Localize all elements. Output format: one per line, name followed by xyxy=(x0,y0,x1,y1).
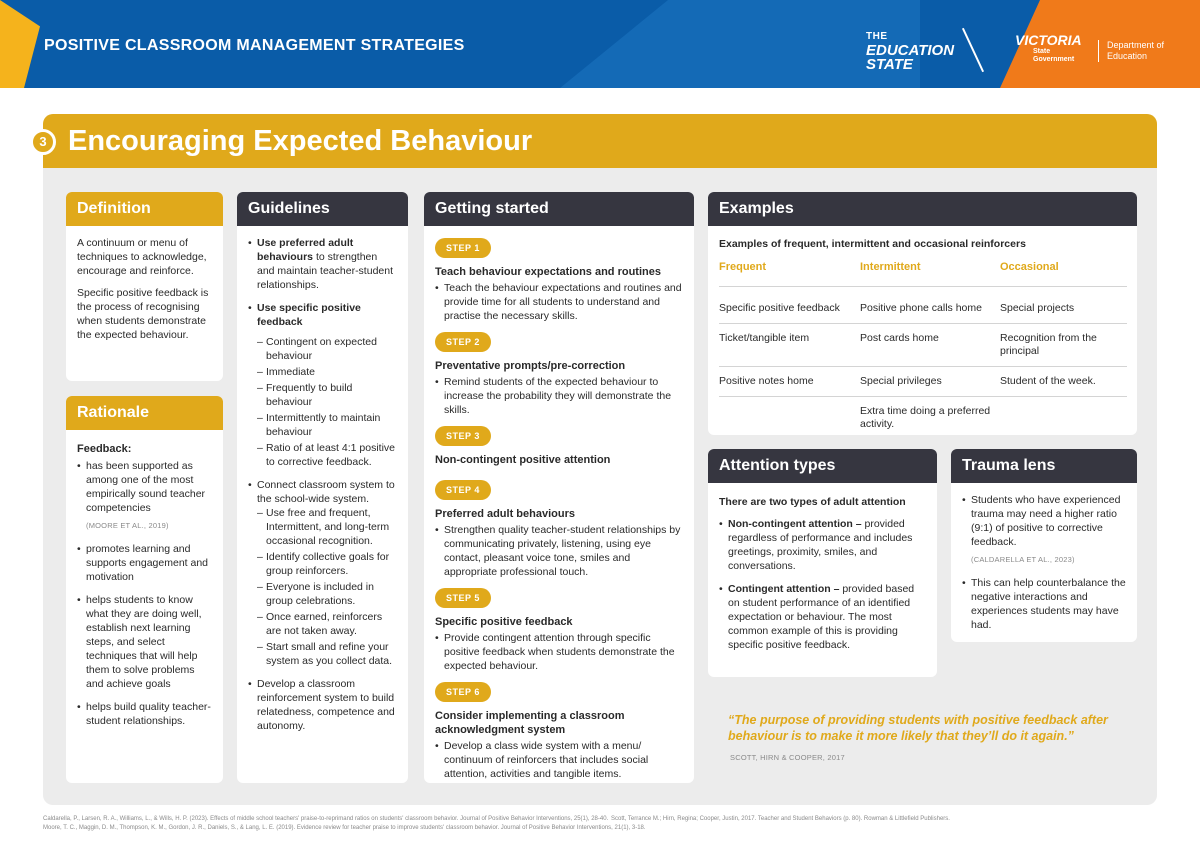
list-item: • Use specific positive feedback – Contingent on expected behaviour – Immediate – Frequently to build behaviour – Intermittently to maintain behaviour – Ratio of at least 4:1 positive to corrective feedback. xyxy=(248,301,397,469)
list-item: • Use preferred adult behaviours to strengthen and maintain teacher-student relationships. xyxy=(248,236,397,292)
table-cell: Special privileges xyxy=(860,367,1000,397)
rationale-heading: Rationale xyxy=(66,396,223,430)
list-item: • promotes learning and supports engagement and motivation xyxy=(77,542,212,584)
table-cell: Student of the week. xyxy=(1000,367,1127,397)
list-item: – Ratio of at least 4:1 positive to corrective feedback. xyxy=(257,441,397,469)
victoria-government: Government xyxy=(1033,56,1075,63)
list-item: • Students who have experienced trauma may need a higher ratio (9:1) of positive to corrective feedback. (CALDARELLA ET AL., 2023) xyxy=(962,493,1126,567)
list-item: – Intermittently to maintain behaviour xyxy=(257,411,397,439)
trauma-lens-card xyxy=(951,449,1137,642)
step-badge: STEP 2 xyxy=(435,332,491,352)
list-item: • Non-contingent attention – provided regardless of performance and includes greetings, proximity, smiles, and conversations. xyxy=(719,517,926,573)
table-cell: Post cards home xyxy=(860,324,1000,367)
list-item: – Use free and frequent, Intermittent, and long-term occasional recognition. xyxy=(257,506,397,548)
attention-types-heading: Attention types xyxy=(708,449,937,483)
guidelines-card xyxy=(237,192,408,783)
examples-heading: Examples xyxy=(708,192,1137,226)
reference-item: Scott, Terrance M.; Hirn, Regina; Cooper, Justin, 2017. Teacher and Student Behaviors (p. 80). Rowman & Littlefield Publishers. xyxy=(611,816,950,822)
column-header: Occasional xyxy=(1000,260,1127,287)
list-item: • Contingent attention – provided based on student performance of an identified expectation or behaviour. The most common example of this is providing specific positive feedback. xyxy=(719,582,926,652)
step-1 xyxy=(435,238,683,323)
examples-subtitle: Examples of frequent, intermittent and occasional reinforcers xyxy=(719,238,1026,250)
definition-heading: Definition xyxy=(66,192,223,226)
step-title: Preventative prompts/pre-correction xyxy=(435,360,626,372)
list-item: • has been supported as among one of the most empirically sound teacher competencies (MOORE ET AL., 2019) xyxy=(77,459,212,533)
section-title: Encouraging Expected Behaviour xyxy=(68,125,533,157)
list-item: • helps build quality teacher-student relationships. xyxy=(77,700,212,728)
list-item: • Teach the behaviour expectations and routines and provide time for all students to understand and practise the necessary skills. xyxy=(435,281,683,323)
header-accent-yellow xyxy=(0,0,40,88)
rationale-card xyxy=(66,396,223,783)
quote-text: “The purpose of providing students with positive feedback after behaviour is to make it more likely that they’ll do it again.” xyxy=(728,713,1108,743)
trauma-citation: (CALDARELLA ET AL., 2023) xyxy=(971,555,1075,564)
step-2 xyxy=(435,332,683,417)
table-cell xyxy=(1000,397,1127,439)
table-cell: Positive phone calls home xyxy=(860,287,1000,324)
attention-types-card xyxy=(708,449,937,677)
step-title: Preferred adult behaviours xyxy=(435,508,575,520)
definition-card xyxy=(66,192,223,381)
reinforcers-table xyxy=(719,260,1126,439)
list-item: – Contingent on expected behaviour xyxy=(257,335,397,363)
list-item: • Provide contingent attention through specific positive feedback when students demonstrate the expected behaviour. xyxy=(435,631,683,673)
list-item: • Develop a classroom reinforcement system to build relatedness, competence and autonomy. xyxy=(248,677,397,733)
education-state-logo xyxy=(866,30,954,72)
table-cell: Positive notes home xyxy=(719,367,860,397)
logo-the: THE xyxy=(866,31,888,42)
step-badge: STEP 1 xyxy=(435,238,491,258)
quote-citation: SCOTT, HIRN & COOPER, 2017 xyxy=(730,753,845,762)
reference-item: Caldarella, P., Larsen, R. A., Williams, L., & Wills, H. P. (2023). Effects of middle school teachers' praise-to-reprimand ratios on students' classroom behavior. Journal of Positive Behavior Interventions, 25(1), 28-40. xyxy=(43,816,609,822)
step-5 xyxy=(435,588,683,673)
list-item: – Immediate xyxy=(257,365,397,379)
victoria-name: VICTORIA xyxy=(1015,32,1082,48)
step-title: Specific positive feedback xyxy=(435,616,573,628)
list-item: – Start small and refine your system as you collect data. xyxy=(257,640,397,668)
step-3 xyxy=(435,426,683,467)
getting-started-card xyxy=(424,192,694,783)
victoria-logo xyxy=(1015,32,1082,64)
list-item: • Strengthen quality teacher-student relationships by communicating privately, listening, using eye contact, pleasant voice tone, smiles and appropriate professional touch. xyxy=(435,523,683,579)
list-item: • Develop a class wide system with a menu/ continuum of reinforcers that includes social attention, activities and tangible items. xyxy=(435,739,683,781)
getting-started-heading: Getting started xyxy=(424,192,694,226)
list-item: – Everyone is included in group celebrations. xyxy=(257,580,397,608)
header-title: POSITIVE CLASSROOM MANAGEMENT STRATEGIES xyxy=(44,37,465,54)
step-badge: STEP 5 xyxy=(435,588,491,608)
list-item: • Connect classroom system to the school-wide system. – Use free and frequent, Intermittent, and long-term occasional recognition. – Identify collective goals for group reinforcers. – Everyone is included in group celebrations. – Once earned, reinforcers are not taken away. – Start small and refine your system as you collect data. xyxy=(248,478,397,668)
list-item: – Frequently to build behaviour xyxy=(257,381,397,409)
section-number: 3 xyxy=(30,129,56,155)
logo-state: STATE xyxy=(866,56,913,73)
rationale-citation: (MOORE ET AL., 2019) xyxy=(86,521,169,530)
definition-text-2: Specific positive feedback is the process of recognising when students demonstrate the expected behaviour. xyxy=(77,287,209,341)
step-badge: STEP 3 xyxy=(435,426,491,446)
victoria-state: State xyxy=(1033,48,1051,55)
list-item: • This can help counterbalance the negative interactions and experiences students may have had. xyxy=(962,576,1126,632)
step-badge: STEP 6 xyxy=(435,682,491,702)
column-header: Frequent xyxy=(719,260,860,287)
department-label: Department of Education xyxy=(1098,40,1168,62)
step-title: Non-contingent positive attention xyxy=(435,454,611,466)
list-item: – Once earned, reinforcers are not taken away. xyxy=(257,610,397,638)
column-header: Intermittent xyxy=(860,260,1000,287)
rationale-lead: Feedback: xyxy=(77,443,132,455)
step-4 xyxy=(435,480,683,579)
step-6 xyxy=(435,682,683,781)
table-cell: Ticket/tangible item xyxy=(719,324,860,367)
trauma-lens-heading: Trauma lens xyxy=(951,449,1137,483)
references-left xyxy=(43,815,646,833)
list-item: • Remind students of the expected behaviour to increase the probability they will demonstrate the skills. xyxy=(435,375,683,417)
list-item: • helps students to know what they are doing well, establish next learning steps, and select techniques that will help them to solve problems and achieve goals xyxy=(77,593,212,691)
step-title: Teach behaviour expectations and routines xyxy=(435,266,661,278)
guidelines-heading: Guidelines xyxy=(237,192,408,226)
logo-slash xyxy=(962,28,984,72)
step-badge: STEP 4 xyxy=(435,480,491,500)
examples-card xyxy=(708,192,1137,435)
list-item: – Identify collective goals for group reinforcers. xyxy=(257,550,397,578)
table-cell: Special projects xyxy=(1000,287,1127,324)
header-banner xyxy=(0,0,1200,88)
step-title: Consider implementing a classroom acknowledgment system xyxy=(435,710,625,736)
logo-education: EDUCATION xyxy=(866,42,955,59)
table-cell xyxy=(719,397,860,439)
table-cell: Extra time doing a preferred activity. xyxy=(860,405,991,430)
references-right xyxy=(611,815,950,824)
definition-text-1: A continuum or menu of techniques to acknowledge, encourage and reinforce. xyxy=(77,237,207,277)
attention-subtitle: There are two types of adult attention xyxy=(719,496,906,508)
reference-item: Moore, T. C., Maggin, D. M., Thompson, K. M., Gordon, J. R., Daniels, S., & Lang, L. E. (2019). Evidence review for teacher praise to improve students' classroom behavior. Journal of Positive Behavior Interventions, 21(1), 3-18. xyxy=(43,825,646,831)
table-cell: Specific positive feedback xyxy=(719,287,860,324)
table-cell: Recognition from the principal xyxy=(1000,324,1127,367)
